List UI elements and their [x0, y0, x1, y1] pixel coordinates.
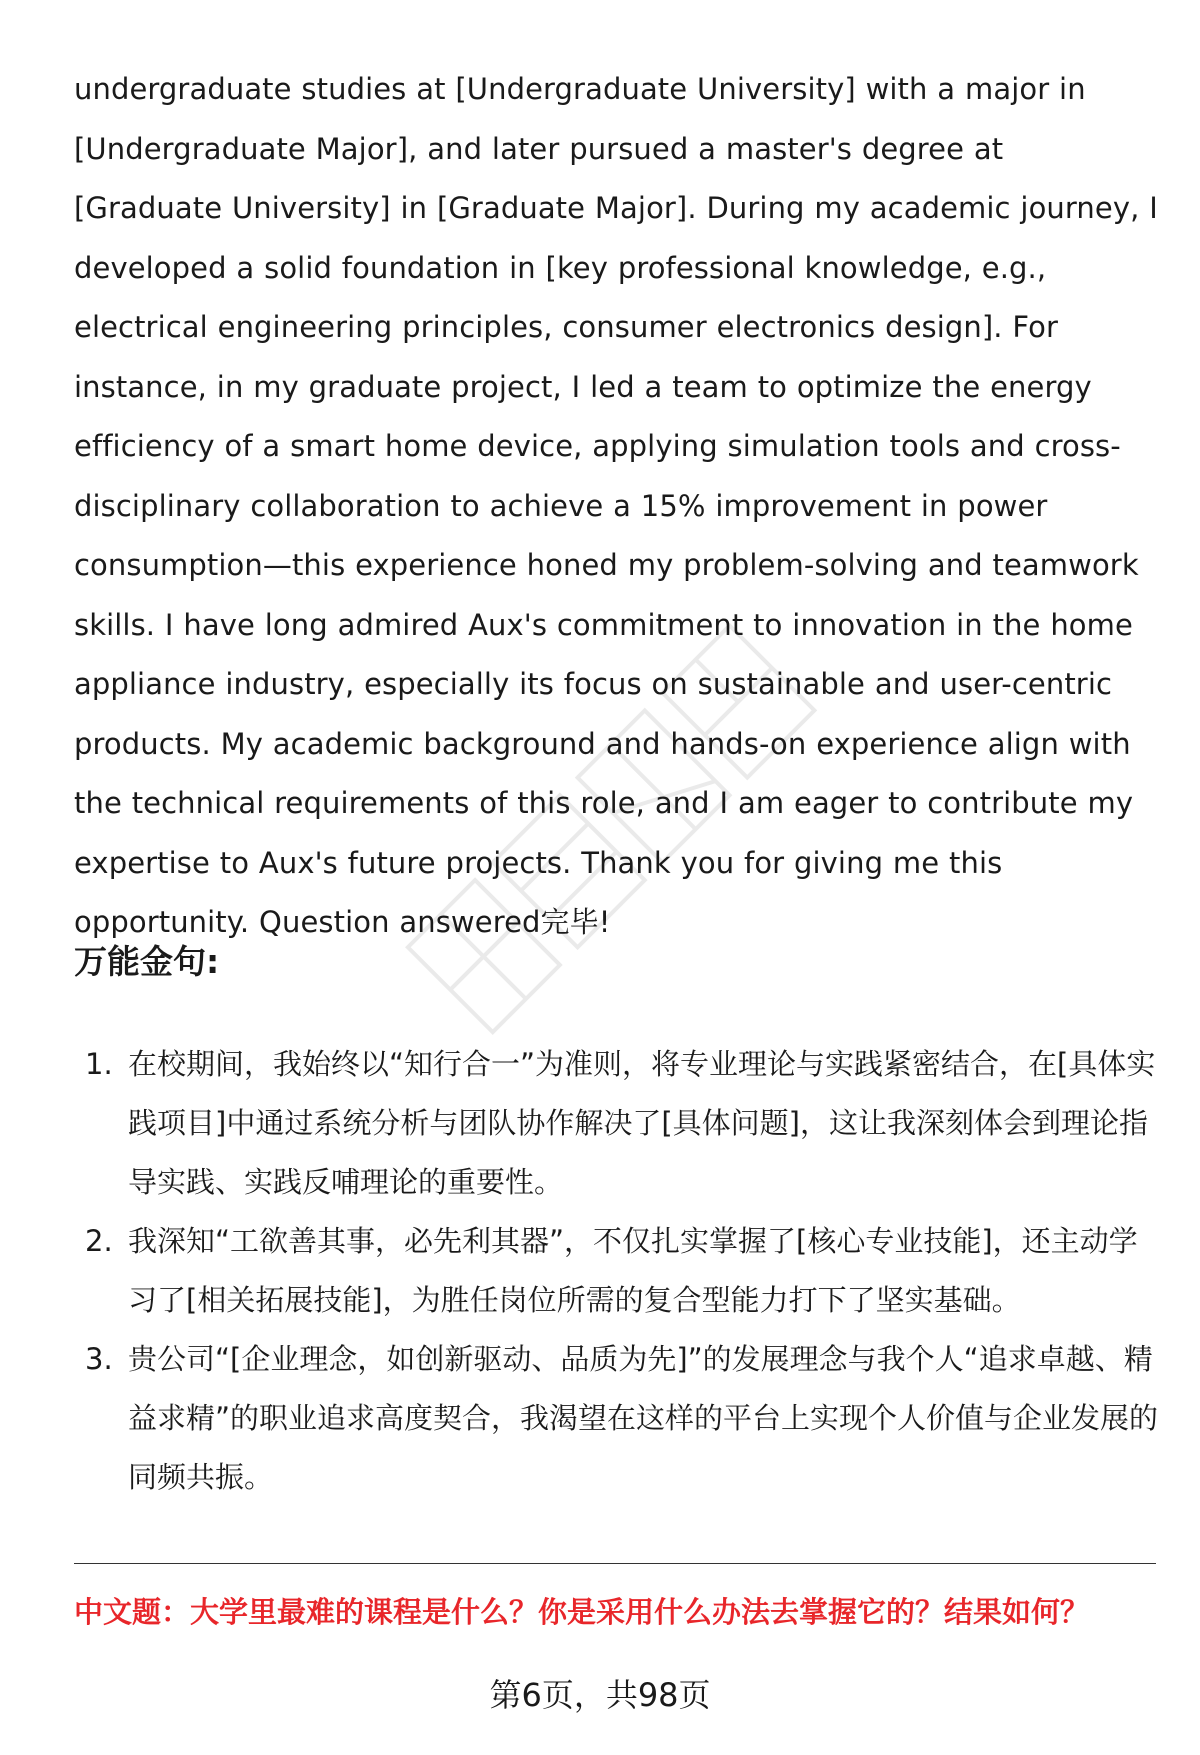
list-item: [74, 1212, 1160, 1330]
page-footer: 第6页，共98页: [489, 1676, 711, 1714]
golden-sentences-list: [74, 1035, 1160, 1507]
list-item: [74, 1330, 1160, 1507]
next-question-title: 中文题：大学里最难的课程是什么？你是采用什么办法去掌握它的？结果如何？: [74, 1595, 1090, 1629]
section-divider: [74, 1563, 1156, 1564]
section-heading: 万能金句:: [74, 942, 220, 981]
list-item-text: 我深知“工欲善其事，必先利其器”，不仅扎实掌握了[核心专业技能]，还主动学习了[相关拓展技能]，为胜任岗位所需的复合型能力打下了坚实基础。: [128, 1224, 1138, 1317]
intro-paragraph: undergraduate studies at [Undergraduate University] with a major in [Undergraduate Major], and later pursued a master's degree at [Graduate University] in [Graduate Major]. During my academic journey, I developed a solid foundation in [key professional knowledge, e.g., electrical engineering principles, consumer electronics design]. For instance, in my graduate project, I led a team to optimize the energy efficiency of a smart home device, applying simulation tools and cross-disciplinary collaboration to achieve a 15% improvement in power consumption—this experience honed my problem-solving and teamwork skills. I have long admired Aux's commitment to innovation in the home appliance industry, especially its focus on sustainable and user-centric products. My academic background and hands-on experience align with the technical requirements of this role, and I am eager to contribute my expertise to Aux's future projects. Thank you for giving me this opportunity. Question answered完毕!: [74, 72, 1158, 939]
list-item-number: 3.: [85, 1342, 113, 1376]
list-item: [74, 1035, 1160, 1212]
list-item-number: 1.: [85, 1047, 113, 1081]
list-item-number: 2.: [85, 1224, 113, 1258]
list-item-text: 贵公司“[企业理念，如创新驱动、品质为先]”的发展理念与我个人“追求卓越、精益求精”的职业追求高度契合，我渴望在这样的平台上实现个人价值与企业发展的同频共振。: [128, 1342, 1159, 1494]
list-item-text: 在校期间，我始终以“知行合一”为准则，将专业理论与实践紧密结合，在[具体实践项目]中通过系统分析与团队协作解决了[具体问题]，这让我深刻体会到理论指导实践、实践反哺理论的重要性。: [128, 1047, 1156, 1199]
